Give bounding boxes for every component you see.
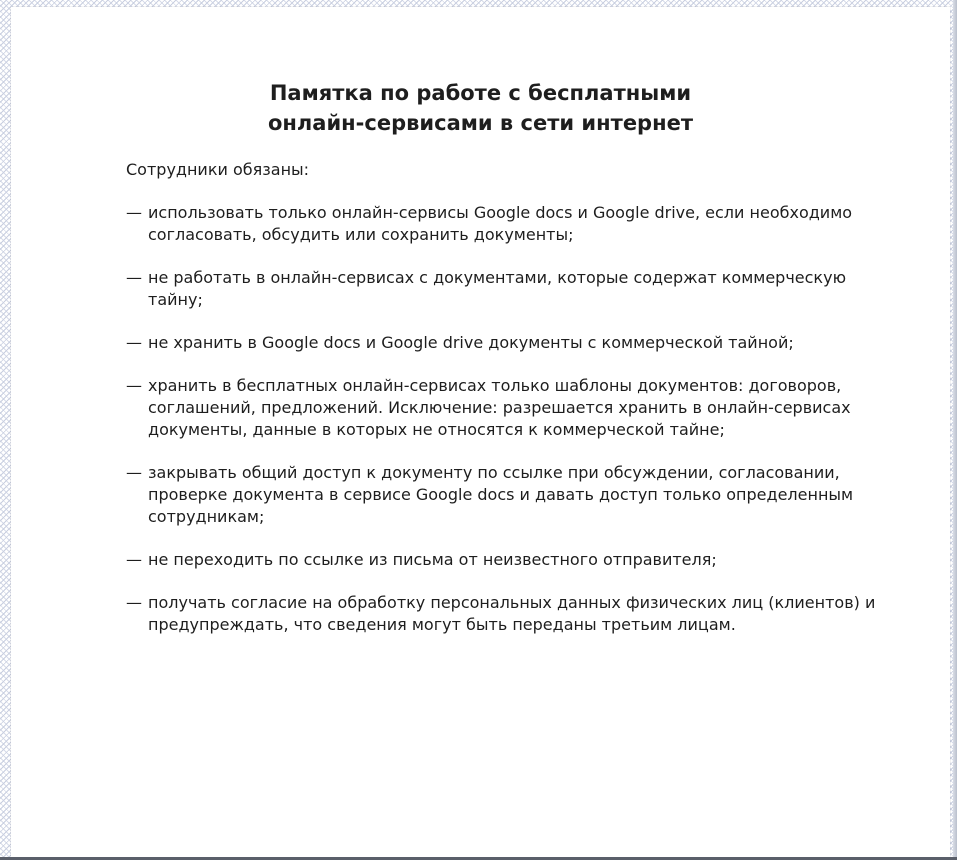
list-item: — использовать только онлайн-сервисы Google docs и Google drive, если необходимо согласовать, обсудить или сохранить документы;: [126, 202, 896, 246]
intro-text: Сотрудники обязаны:: [126, 160, 310, 179]
document-page: [11, 7, 950, 858]
document-title: [11, 78, 950, 138]
list-item: — не работать в онлайн-сервисах с документами, которые содержат коммерческую тайну;: [126, 267, 896, 311]
document-body: [126, 159, 896, 657]
title-line: онлайн-сервисами в сети интернет: [267, 111, 694, 135]
list-item: — получать согласие на обработку персональных данных физических лиц (клиентов) и предупреждать, что сведения могут быть переданы третьим лицам.: [126, 592, 896, 636]
title-line: Памятка по работе с бесплатными: [269, 81, 692, 105]
list-item: — не хранить в Google docs и Google drive документы с коммерческой тайной;: [126, 332, 896, 354]
obligations-list: [126, 202, 896, 636]
right-edge: [953, 0, 957, 860]
list-item: — закрывать общий доступ к документу по ссылке при обсуждении, согласовании, проверке документа в сервисе Google docs и давать доступ только определенным сотрудникам;: [126, 462, 896, 528]
list-item: — хранить в бесплатных онлайн-сервисах только шаблоны документов: договоров, соглашений, предложений. Исключение: разрешается хранить в онлайн-сервисах документы, данные в которых не относятся к коммерческой тайне;: [126, 375, 896, 441]
list-item: — не переходить по ссылке из письма от неизвестного отправителя;: [126, 549, 896, 571]
